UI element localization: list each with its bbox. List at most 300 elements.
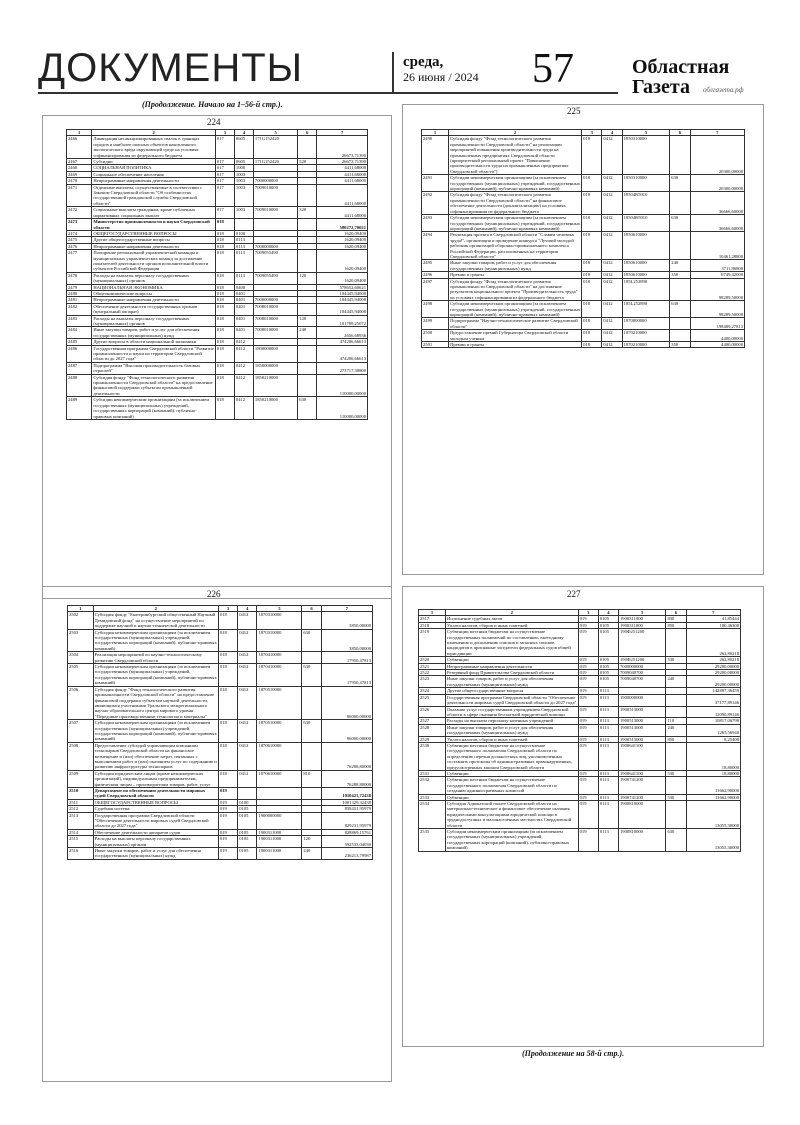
item-name: Ликвидация несанкционированных свалок в границах городов и наиболее опасных объектов накопленного экологического вреда окружающей среде на условиях софинансирования из федерального бюджета [92,136,216,159]
item-name: Субвенции местным бюджетам на осуществление государственного полномочия Свердловской области по определению перечня должностных лиц, уполномоченных составлять протоколы об административных правонарушениях, предусмотренных законом Свердловской области [446,742,579,770]
table-row [419,829,741,852]
amount: 180,46300 [686,622,740,628]
target-code [253,219,297,231]
table-row [68,652,373,664]
section-code: 0100 [234,230,253,236]
amount: 6749,42000 [690,272,744,278]
column-header: 6 [670,130,690,136]
ministry-code: 019 [578,742,598,770]
item-name: Субвенции местным бюджетам на осуществление государственных полномочий по составлению, ежегодному изменению и дополнению списков и запасных списков кандидатов в присяжные заседатели федеральных судов общей юрисдикции [446,629,579,657]
amount: 3850,00000 [321,629,372,652]
section-code: 0412 [602,215,622,232]
row-number: 2526 [419,706,446,718]
row-number: 2507 [68,720,94,743]
ministry-code: 018 [582,175,602,192]
amount: 13055,30000 [686,801,740,829]
item-name: Оказание услуг государственным учреждением Свердловской области в сфере оказания бесплатной юридической помощи [446,706,579,718]
row-number: 2530 [419,742,446,770]
row-number: 2483 [67,315,92,327]
item-name: Департамент по обеспечению деятельности мировых судей Свердловской области [93,788,218,800]
row-number: 2498 [422,301,449,318]
amount: 36666,60000 [690,215,744,232]
column-header: 6 [666,610,686,616]
ministry-code: 018 [218,686,237,719]
section-code: 0412 [602,342,622,348]
expense-type [298,250,317,273]
amount: 98289,50000 [690,278,744,301]
ministry-code: 017 [215,136,234,159]
row-number: 2489 [67,397,92,420]
target-code: 185L252890 [622,278,670,301]
column-header: 3 [215,130,234,136]
document-panel [42,586,392,1082]
amount: 37177,89146 [686,694,740,706]
target-code: 1850610000 [622,272,670,278]
item-name: Субвенции [446,657,579,663]
document-panel [402,104,764,575]
amount: 578652,60621 [317,284,368,290]
row-number: 2504 [68,652,94,664]
amount: 1001329,32438 [321,799,372,805]
section-code: 0113 [598,829,618,852]
target-code: 171G152420 [253,159,297,165]
ministry-code: 019 [578,694,598,706]
row-number: 2513 [68,812,94,829]
ministry-code: 018 [582,215,602,232]
item-name: Субсидия фонду "Екатеринбургский общественный Научный Демидовский фонд" на осуществление мероприятий по поддержке научной и научно-технической деятельности [93,612,218,629]
document-panel [402,586,764,1047]
item-name: Уплата налогов, сборов и иных платежей [446,736,579,742]
section-code: 0105 [598,622,618,628]
continuation-top: (Продолжение. Начало на 1–56-й стр.). [142,100,283,109]
item-name: Субсидии некоммерческим организациям (за исключением государственных (муниципальных) учреждений, государственных корпораций (компаний), публично-правовых компаний) [94,720,217,742]
item-name: Министерство промышленности и науки Свердловской области [92,219,216,231]
row-number: 2485 [67,339,92,345]
table-row [419,724,741,736]
section-code: 1003 [234,178,253,184]
ministry-code: 018 [215,345,234,362]
target-code: 18504R5910 [622,192,670,215]
row-number: 2533 [419,794,446,800]
amount: 11662,90000 [686,777,740,794]
expense-type: 110 [666,718,686,724]
target-code: 190Ф251200 [619,629,666,657]
amount: 236213,79987 [321,848,372,860]
section-code: 0113 [234,237,253,243]
target-code: 1900513000 [619,718,666,724]
table-row [419,629,741,657]
target-code: 1900641100 [619,742,666,770]
target-code: 1850000000 [253,362,297,374]
target-code: 7008010000 [253,303,297,315]
row-number: 2524 [419,688,446,694]
item-name: Премии и гранты [449,342,582,348]
item-name: Расходы на выплаты персоналу государственных (муниципальных) органов [92,272,216,284]
section-code: 0113 [598,718,618,724]
item-name: Резервный фонд Правительства Свердловской области [446,670,579,676]
section-title: ДОКУМЕНТЫ [38,46,304,90]
section-code: 0412 [602,192,622,215]
amount: 96000,00000 [321,686,372,719]
column-header: 4 [602,130,622,136]
section-code: 0105 [598,616,618,622]
ministry-code: 018 [582,318,602,330]
amount: 262,80218 [686,657,740,663]
ministry-code: 018 [215,362,234,374]
amount: 273717,38800 [317,362,368,374]
ministry-code: 019 [578,770,598,776]
ministry-code: 017 [215,171,234,177]
amount: 8,25408 [686,736,740,742]
amount: 1265,56940 [686,724,740,736]
ministry-code: 019 [578,706,598,718]
ministry-code: 018 [215,374,234,397]
amount: 10817,06798 [686,718,740,724]
ministry-code: 018 [215,284,234,290]
target-code: 1800000000 [253,345,297,362]
section-code: 0105 [598,663,618,669]
section-code: 0105 [238,806,257,812]
row-number: 2525 [419,694,446,706]
amount: 1620,09400 [317,250,368,273]
ministry-code: 019 [578,724,598,736]
column-header: 3 [218,606,237,612]
amount: 828869,15761 [321,829,372,835]
item-name: Отдельные выплаты, осуществляемые в соответствии с Законом Свердловской области "Об особенностях государственной гражданской службы Свердловской области" [92,184,216,207]
amount: 17950,47813 [321,652,372,664]
table-row [67,303,368,315]
target-code: 7009010000 [253,184,297,207]
expense-type [670,232,690,260]
row-number: 2471 [67,184,92,207]
section-code: 0105 [598,670,618,676]
budget-table [66,129,368,420]
amount: 4411,68000 [317,165,368,171]
expense-type: 120 [298,315,317,327]
item-name: Субсидии некоммерческим организациям (за исключением государственных (муниципальных) учреждений, государственных корпораций (компаний), публично-правовых компаний) [94,629,217,651]
ministry-code: 018 [215,230,234,236]
column-header: 1 [419,610,446,616]
ministry-code: 019 [578,718,598,724]
row-number: 2511 [68,799,94,805]
expense-type [670,278,690,301]
table-row [422,192,745,215]
target-code: 1850210000 [253,397,297,420]
section-code [234,219,253,231]
table-row [422,278,745,301]
row-number: 2478 [67,272,92,284]
expense-type: 850 [666,736,686,742]
expense-type: 630 [302,629,321,652]
target-code: 1900000000 [257,812,302,829]
section-code: 0412 [238,720,257,743]
section-code: 0412 [238,629,257,652]
item-name: Субсидия фонду "Фонд технологического развития промышленности Свердловской области" на финансовое обеспечение деятельности (докапитализацию) на условиях софинансирования из федерального бюджета [449,192,582,215]
header-divider [392,52,394,92]
expense-type [298,184,317,207]
amount: 110000,00000 [317,374,368,397]
target-code: 1870410000 [257,664,302,687]
section-code: 0105 [598,657,618,663]
ministry-code: 018 [582,342,602,348]
ministry-code: 018 [582,232,602,260]
ministry-code: 019 [218,812,237,829]
item-name: Поощрение региональной управленческой команды и муниципальных управленческих команд за достижение показателей деятельности органов исполнительной власти субъектов Российской Федерации [92,250,216,273]
row-number: 2484 [67,327,92,339]
ministry-code: 017 [215,184,234,207]
item-name: Иные закупки товаров, работ и услуг для обеспечения государственных (муниципальных) нужд [446,676,579,688]
amount: 104445,94008 [317,290,368,296]
table-row [67,207,368,219]
amount: 4411,68000 [317,207,368,219]
target-code: 7008010000 [253,327,297,339]
target-code: 1850610000 [622,260,670,272]
table-row [419,777,741,794]
target-code: 1870310000 [257,629,302,652]
table-row [68,788,373,800]
amount: 1620,09400 [317,237,368,243]
ministry-code: 019 [578,676,598,688]
amount: 262,80218 [686,629,740,657]
expense-type: 630 [670,175,690,192]
amount: 13055,30000 [686,829,740,852]
row-number: 2516 [68,848,94,860]
expense-type [666,801,686,829]
ministry-code: 019 [218,848,237,860]
ministry-code: 018 [215,250,234,273]
table-row [68,770,373,787]
item-name: Подпрограмма "Научно-технологическое развитие Свердловской области" [449,318,582,330]
expense-type [666,742,686,770]
section-code: 0412 [602,278,622,301]
section-code: 0113 [598,688,618,694]
target-code: 1870410000 [257,652,302,664]
ministry-code: 018 [582,260,602,272]
target-code: 7009055490 [253,250,297,273]
item-name: Субвенции [446,794,579,800]
column-header: 5 [619,610,666,616]
table-row [67,219,368,231]
ministry-code: 019 [578,801,598,829]
row-number: 2480 [67,290,92,296]
target-code: 1870310000 [257,612,302,629]
panel-page-number: 225 [567,106,581,116]
newspaper-logo-line1: Областная [632,56,730,78]
document-panel [42,115,392,599]
ministry-code: 019 [578,670,598,676]
amount: 4411,68000 [317,171,368,177]
section-code: 1003 [234,207,253,219]
target-code: 190Ф251200 [619,657,666,663]
expense-type: 830 [666,616,686,622]
ministry-code: 018 [218,629,237,652]
item-name: Субсидии некоммерческим организациям (за исключением государственных (муниципальных) учреждений, государственных корпораций (компаний), публично-правовых компаний) [450,301,581,317]
amount: 18,80000 [686,742,740,770]
target-code: 1900741200 [619,777,666,794]
item-name: Субсидия фонду "Фонд технологического развития промышленности Свердловской области" на предоставление финансовой поддержки субъектам промышленной деятельности [92,374,216,397]
section-code: 0412 [234,374,253,397]
amount: 29200,00000 [686,676,740,688]
item-name: Уплата налогов, сборов и иных платежей [446,622,579,628]
target-code: 171G152420 [253,136,297,159]
amount: 20300,00000 [690,175,744,192]
target-code [257,788,302,800]
item-name: Субсидия Адвокатской палате Свердловской области на материально-техническое и финансовое обеспечение оказания юридическими консультациями юридической помощи в труднодоступных и малонаселенных местностях Свердловской области [446,801,579,829]
table-row [68,742,373,770]
table-row [67,345,368,362]
table-row [422,136,745,175]
row-number: 2510 [68,788,94,800]
table-row [68,812,373,829]
ministry-code: 018 [215,243,234,249]
target-code: 7000000000 [253,243,297,249]
expense-type: 120 [298,272,317,284]
row-number: 2522 [419,670,446,676]
table-row [422,232,745,260]
panel-page-number: 226 [207,589,221,599]
expense-type [302,612,321,629]
table-row [67,250,368,273]
section-code: 0105 [238,848,257,860]
item-name: Субсидии некоммерческим организациям (за исключением государственных (муниципальных) учреждений, государственных корпораций (компаний), публично-правовых компаний) [446,829,579,852]
section-code: 0105 [598,676,618,688]
section-code: 0412 [238,612,257,629]
target-code: 7009010000 [253,207,297,219]
row-number: 2477 [67,250,92,273]
item-name: Расходы на выплаты персоналу государственных (муниципальных) органов [92,315,216,327]
target-code: 1900513000 [619,724,666,736]
table-row [419,742,741,770]
ministry-code: 018 [215,237,234,243]
section-code: 0113 [598,794,618,800]
column-header: 2 [449,130,582,136]
expense-type [670,330,690,342]
ministry-code: 019 [578,616,598,622]
ministry-code: 018 [215,339,234,345]
ministry-code: 019 [578,736,598,742]
column-header: 2 [93,606,218,612]
row-number: 2500 [422,330,449,342]
expense-type: 630 [670,215,690,232]
expense-type [302,742,321,770]
target-code: 1900513000 [619,736,666,742]
item-name: Подпрограмма "Высокая производительность базовых отраслей" [92,362,216,374]
row-number: 2468 [67,165,92,171]
item-name: Субсидии [92,159,216,165]
column-header: 6 [302,606,321,612]
row-number: 2535 [419,829,446,852]
column-header: 1 [422,130,449,136]
section-code: 0605 [234,159,253,165]
table-row [422,301,745,318]
item-name: Субвенции местным бюджетам на осуществление государственного полномочия Свердловской области по созданию административных комиссий [446,777,579,794]
section-code: 0400 [234,284,253,290]
ministry-code: 018 [215,303,234,315]
section-code: 0401 [234,297,253,303]
row-number: 2506 [68,686,94,719]
section-code: 0412 [234,362,253,374]
expense-type: 530 [666,770,686,776]
section-code: 0412 [238,652,257,664]
section-code: 0105 [238,812,257,829]
target-code: 1870000000 [622,318,670,330]
section-code: 0412 [602,272,622,278]
target-code: 7000000000 [253,178,297,184]
item-name: Исполнение судебных актов [446,616,579,622]
table-row [67,374,368,397]
expense-type: 810 [302,770,321,787]
amount: 142897,36459 [686,688,740,694]
column-header: 2 [446,610,579,616]
panel-page-number: 224 [207,117,221,127]
budget-table [418,609,741,852]
amount: 101789,25072 [317,315,368,327]
section-code: 1003 [234,184,253,207]
item-name: Другие вопросы в области национальной экономики [92,339,216,345]
column-header: 5 [257,606,302,612]
amount: 12090,89146 [686,706,740,718]
ministry-code: 018 [215,327,234,339]
amount: 2656,68936 [317,327,368,339]
row-number: 2479 [67,284,92,290]
expense-type: 350 [670,342,690,348]
section-code: 0113 [598,770,618,776]
amount: 10461,28800 [690,232,744,260]
expense-type [298,345,317,362]
expense-type [302,812,321,829]
row-number: 2517 [419,616,446,622]
column-header: 5 [253,130,297,136]
budget-table [421,129,745,348]
column-header: 2 [92,130,216,136]
target-code: 1870610000 [257,770,302,787]
table-row [68,836,373,848]
row-number: 2531 [419,770,446,776]
section-code: 0100 [238,799,257,805]
item-name: Реализация мероприятий по научно-технологическому развитию Свердловской области [93,652,218,664]
amount: 592533,04030 [321,836,372,848]
target-code: 1900311000 [619,622,666,628]
table-row [67,397,368,420]
ministry-code: 018 [218,612,237,629]
item-name: Субсидия фонду "Фонд технологического развития промышленности Свердловской области" на реализацию мероприятий повышения производительности труда на промышленных предприятиях Свердловской области (приоритетный региональный проект "Повышение производительности труда на промышленных предприятиях Свердловской области") [449,136,582,175]
row-number: 2494 [422,232,449,260]
amount: 1620,09400 [317,272,368,284]
amount: 29200,00000 [686,663,740,669]
amount: 1620,09400 [317,230,368,236]
amount: 858431,95979 [321,806,372,812]
target-code: 7009040700 [619,670,666,676]
ministry-code: 018 [582,301,602,318]
row-number: 2481 [67,297,92,303]
item-name: Субсидии юридическим лицам (кроме некоммерческих организаций), индивидуальным предпринимателям, физическим лицам – производителям товаров, работ, услуг [93,770,218,787]
ministry-code: 018 [218,742,237,770]
ministry-code: 018 [215,315,234,327]
target-code: 1850610000 [622,232,670,260]
column-header: 1 [67,130,92,136]
section-code: 0105 [238,836,257,848]
expense-type [666,706,686,718]
target-code: 1900311000 [257,836,302,848]
row-number: 2520 [419,657,446,663]
amount: 26673,71390 [317,159,368,165]
row-number: 2505 [68,664,94,687]
item-name: НАЦИОНАЛЬНАЯ ЭКОНОМИКА [92,284,216,290]
expense-type: 630 [670,301,690,318]
row-number: 2521 [419,663,446,669]
column-header: 4 [598,610,618,616]
expense-type: 120 [302,836,321,848]
